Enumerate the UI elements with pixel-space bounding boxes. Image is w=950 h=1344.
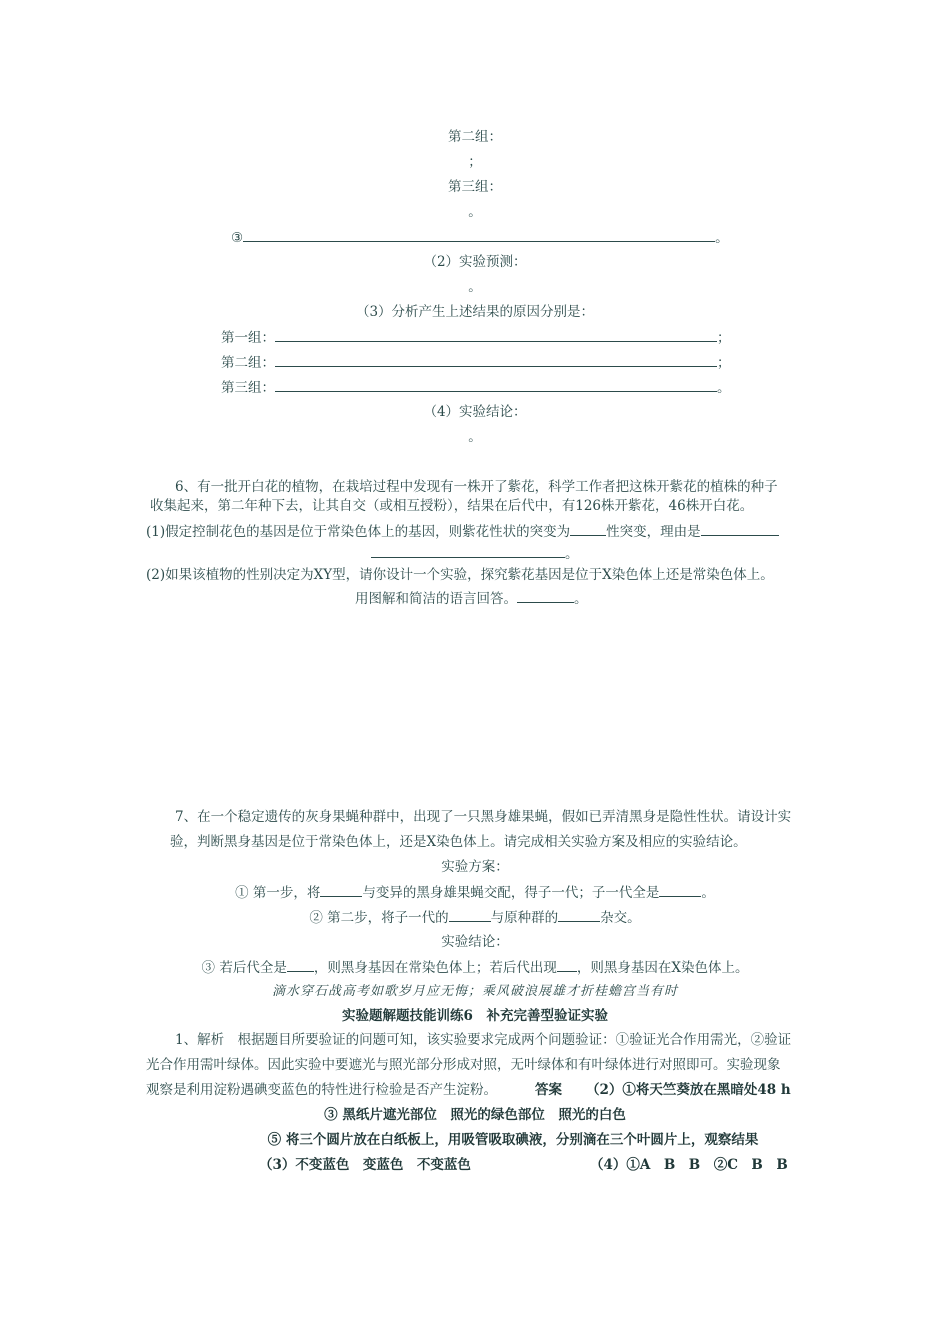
q6-part2-line-2: [355, 589, 588, 608]
part2-text: 用图解和简洁的语言回答。: [355, 591, 517, 607]
q5-analysis-heading: （3）分析产生上述结果的原因分别是：: [355, 304, 595, 320]
answer-blank[interactable]: [558, 908, 600, 922]
q5-prediction-heading: （2）实验预测：: [423, 254, 527, 270]
q5-period-3: 。: [468, 429, 482, 445]
q5-conclusion-heading: （4）实验结论：: [423, 404, 527, 420]
row-label: 第一组：: [221, 330, 275, 346]
q5-item3-line: [231, 228, 729, 247]
answer-blank[interactable]: [659, 883, 701, 897]
line-end: 。: [715, 230, 729, 246]
step1-text-a: ① 第一步，将: [235, 885, 321, 901]
row-end: ；: [717, 330, 731, 346]
row-end: ；: [717, 355, 731, 371]
q7-step-2: [0, 908, 950, 927]
step2-end: 杂交。: [600, 910, 641, 926]
answers-line-3: [146, 1081, 791, 1099]
step3-end: ，则黑身基因在X染色体上。: [576, 960, 749, 976]
answers-line-3-text: 观察是利用淀粉遇碘变蓝色的特性进行检验是否产生淀粉。: [146, 1082, 497, 1098]
answer-blank[interactable]: [275, 378, 717, 392]
step1-end: 。: [701, 885, 715, 901]
answer-blank[interactable]: [320, 883, 362, 897]
answer-3: ③ 黑纸片遮光部位 照光的绿色部位 照光的白色: [324, 1107, 626, 1123]
q7-step-1: [0, 883, 950, 902]
q5-analysis-row-1: [221, 328, 731, 347]
row-label: 第三组：: [221, 380, 275, 396]
answer-blank[interactable]: [371, 544, 565, 558]
q5-analysis-row-3: [221, 378, 731, 397]
answer-blank[interactable]: [557, 958, 577, 972]
step2-text-a: ② 第二步，将子一代的: [309, 910, 449, 926]
circle-3: ③: [231, 230, 244, 246]
answer-6a: （3）不变蓝色 变蓝色 不变蓝色: [259, 1157, 471, 1173]
q5-analysis-row-2: [221, 353, 731, 372]
answers-line-1: 1、解析 根据题目所要验证的问题可知，该实验要求完成两个问题验证：①验证光合作用需光，②验证: [175, 1032, 792, 1048]
answer-5: ⑤ 将三个圆片放在白纸板上，用吸管吸取碘液，分别滴在三个叶圆片上，观察结果: [267, 1132, 759, 1148]
q6-part2-line-1: (2)如果该植物的性别决定为XY型，请你设计一个实验，探究紫花基因是位于X染色体上还是常染色体上。: [146, 567, 774, 583]
q5-group3-label: 第三组：: [448, 179, 502, 195]
q7-step-3: [0, 958, 950, 977]
q7-conclusion-heading: 实验结论：: [441, 934, 509, 950]
answer-6b: （4）①A B B ②C B B: [590, 1157, 788, 1173]
part1-end: 。: [565, 546, 579, 562]
step3-text-b: ，则黑身基因在常染色体上；若后代出现: [313, 960, 557, 976]
answer-blank[interactable]: [517, 589, 574, 603]
answer-blank[interactable]: [275, 328, 717, 342]
q6-line-1: 6、有一批开白花的植物，在栽培过程中发现有一株开了紫花，科学工作者把这株开紫花的植株的种子: [175, 479, 778, 495]
answer-blank[interactable]: [449, 908, 491, 922]
q6-part1-continued: [371, 544, 579, 563]
step2-text-b: 与原种群的: [490, 910, 559, 926]
row-label: 第二组：: [221, 355, 275, 371]
part2-end: 。: [574, 591, 588, 607]
answer-blank[interactable]: [701, 522, 779, 536]
q7-line-2: 验，判断黑身基因是位于常染色体上，还是X染色体上。请完成相关实验方案及相应的实验结论。: [170, 834, 747, 850]
answer-blank[interactable]: [243, 228, 715, 242]
q7-line-1: 7、在一个稳定遗传的灰身果蝇种群中，出现了一只黑身雄果蝇，假如已弄清黑身是隐性性状。请设计实: [175, 809, 792, 825]
answers-title: 实验题解题技能训练6 补充完善型验证实验: [342, 1008, 608, 1024]
answer-label: 答案: [535, 1082, 562, 1098]
answer-blank[interactable]: [287, 958, 314, 972]
step3-text-a: ③ 若后代全是: [201, 960, 287, 976]
answer-2: （2）①将天竺葵放在黑暗处48 h: [586, 1082, 791, 1098]
answer-blank[interactable]: [570, 522, 606, 536]
row-end: 。: [717, 380, 731, 396]
q5-period-1: 。: [468, 204, 482, 220]
q6-part1: [146, 522, 779, 541]
q6-line-2: 收集起来，第二年种下去，让其自交（或相互授粉），结果在后代中，有126株开紫花，46株开白花。: [150, 498, 754, 514]
q7-plan-heading: 实验方案：: [441, 859, 509, 875]
step1-text-b: 与变异的黑身雄果蝇交配，得子一代；子一代全是: [362, 885, 660, 901]
answers-line-2: 光合作用需叶绿体。因此实验中要遮光与照光部分形成对照，无叶绿体和有叶绿体进行对照即可。实验现象: [146, 1057, 781, 1073]
q5-semicolon: ；: [468, 154, 482, 170]
q5-period-2: 。: [468, 279, 482, 295]
motto: 滴水穿石战高考如歌岁月应无悔；乘风破浪展雄才折桂蟾宫当有时: [271, 984, 678, 999]
answer-blank[interactable]: [275, 353, 717, 367]
part1-text-a: (1)假定控制花色的基因是位于常染色体上的基因，则紫花性状的突变为: [146, 524, 571, 540]
q5-group2-label: 第二组：: [448, 129, 502, 145]
part1-text-b: 性突变，理由是: [606, 524, 701, 540]
